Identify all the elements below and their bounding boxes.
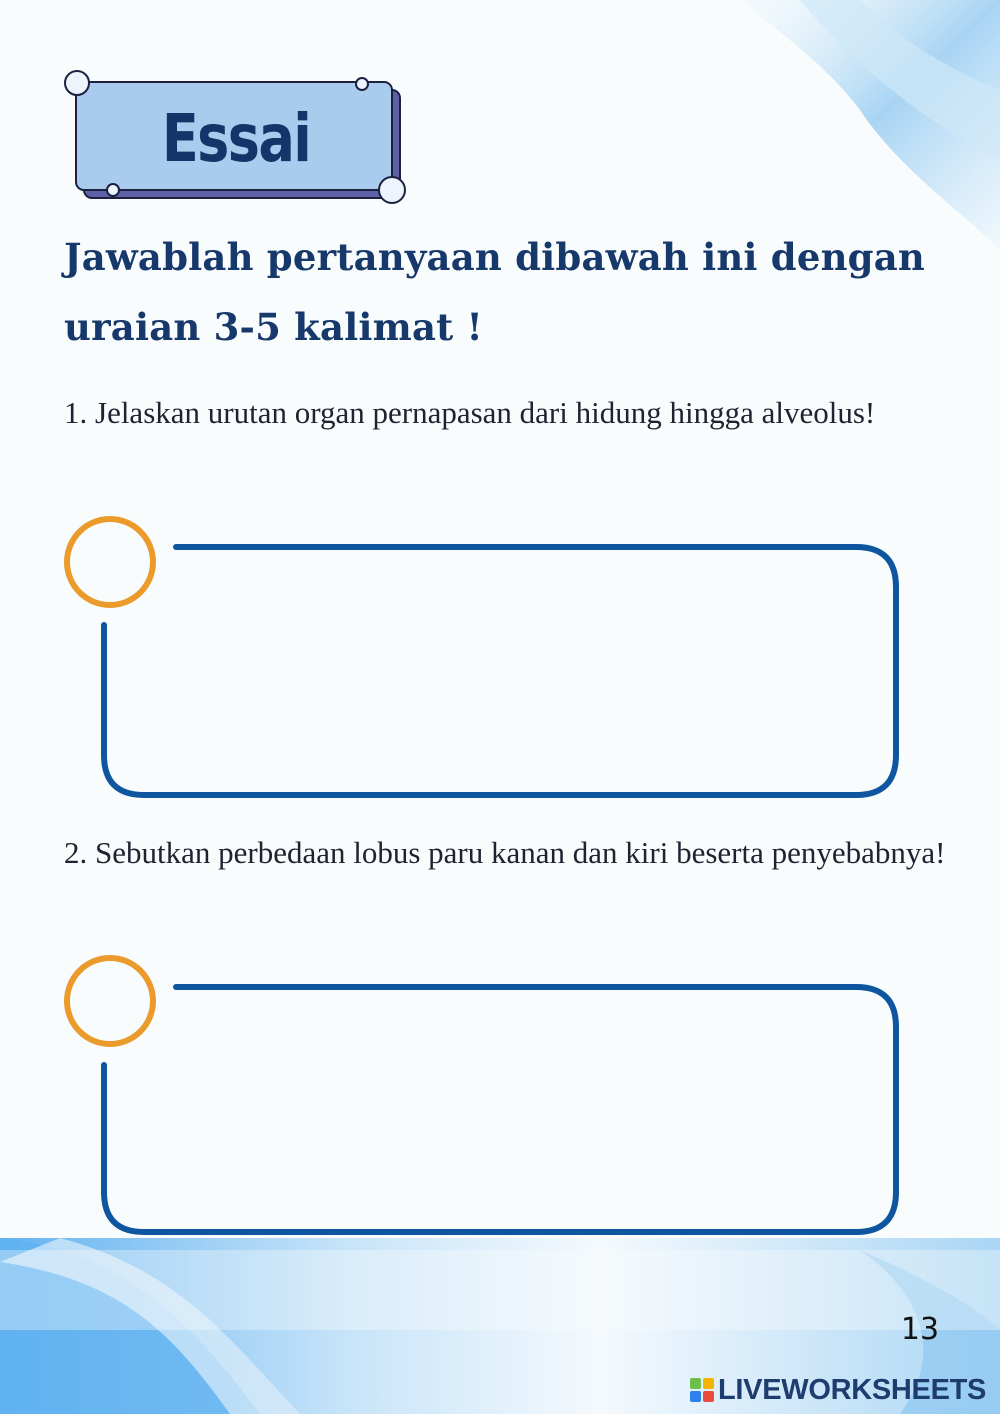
badge-title: Essai bbox=[161, 99, 311, 177]
page-number: 13 bbox=[900, 1312, 940, 1347]
liveworksheets-logo[interactable] bbox=[690, 1370, 986, 1410]
answer-box-2 bbox=[60, 952, 910, 1242]
answer-box-1 bbox=[60, 512, 910, 802]
answer-input-1[interactable] bbox=[116, 554, 880, 778]
answer-input-2[interactable] bbox=[116, 994, 880, 1218]
brand-text: LIVEWORKSHEETS bbox=[718, 1373, 987, 1406]
instruction-heading: Jawablah pertanyaan dibawah ini dengan uraian 3-5 kalimat ! bbox=[64, 235, 926, 349]
liveworksheets-icon bbox=[690, 1378, 714, 1402]
question-2: 2. Sebutkan perbedaan lobus paru kanan dan kiri beserta penyebabnya! bbox=[64, 835, 946, 870]
question-1: 1. Jelaskan urutan organ pernapasan dari hidung hingga alveolus! bbox=[64, 395, 876, 430]
